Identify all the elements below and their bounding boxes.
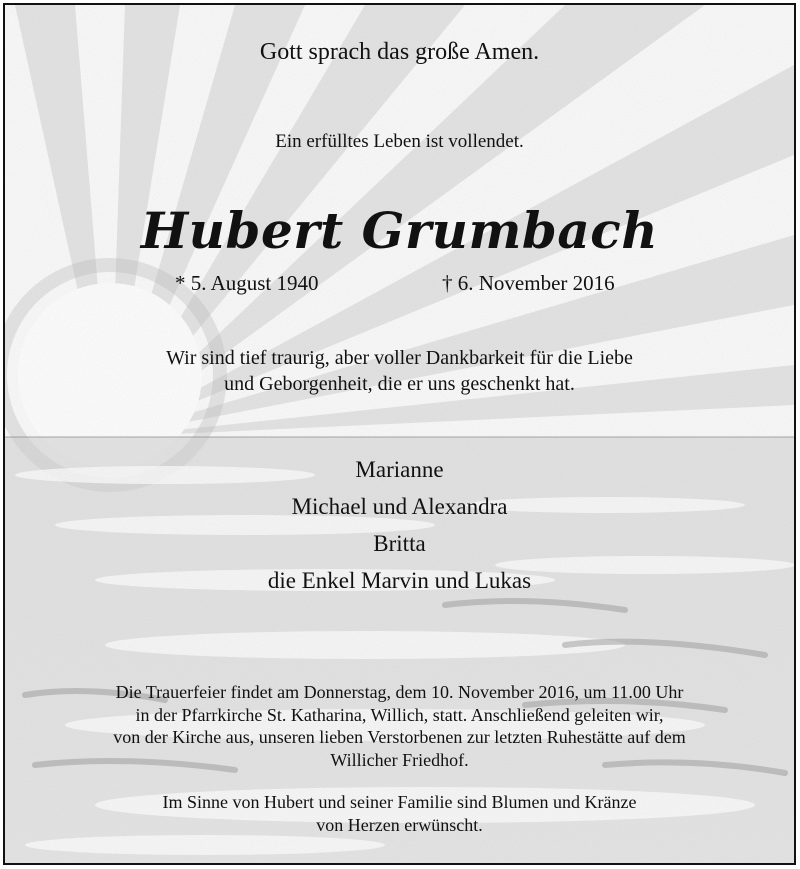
ceremony-paragraph	[5, 681, 794, 771]
ceremony-line: von der Kirche aus, unseren lieben Verstorbenen zur letzten Ruhestätte auf dem	[113, 727, 686, 747]
subtitle: Ein erfülltes Leben ist vollendet.	[275, 131, 524, 152]
flowers-line: von Herzen erwünscht.	[316, 814, 483, 835]
mourner-name: Michael und Alexandra	[291, 494, 508, 519]
thanks-line: Wir sind tief traurig, aber voller Dankbarkeit für die Liebe	[166, 347, 633, 369]
mourners-list	[5, 451, 794, 599]
thanks-paragraph	[5, 345, 794, 397]
obituary-notice	[3, 3, 796, 865]
ceremony-line: Willicher Friedhof.	[330, 749, 469, 770]
mourner-name: Marianne	[355, 457, 444, 482]
motto-heading: Gott sprach das große Amen.	[259, 39, 540, 65]
flowers-line: Im Sinne von Hubert und seiner Familie sind Blumen und Kränze	[162, 792, 637, 812]
ceremony-line: in der Pfarrkirche St. Katharina, Willich, statt. Anschließend geleiten wir,	[135, 704, 664, 725]
birth-date: * 5. August 1940	[175, 271, 319, 295]
flowers-paragraph	[5, 791, 794, 836]
deceased-name: Hubert Grumbach	[140, 201, 659, 260]
death-date: † 6. November 2016	[442, 271, 615, 295]
ceremony-line: Die Trauerfeier findet am Donnerstag, dem 10. November 2016, um 11.00 Uhr	[115, 682, 684, 702]
thanks-line: und Geborgenheit, die er uns geschenkt hat.	[224, 373, 575, 395]
mourner-name: die Enkel Marvin und Lukas	[267, 568, 532, 593]
mourner-name: Britta	[373, 531, 426, 556]
notice-text	[5, 5, 794, 863]
